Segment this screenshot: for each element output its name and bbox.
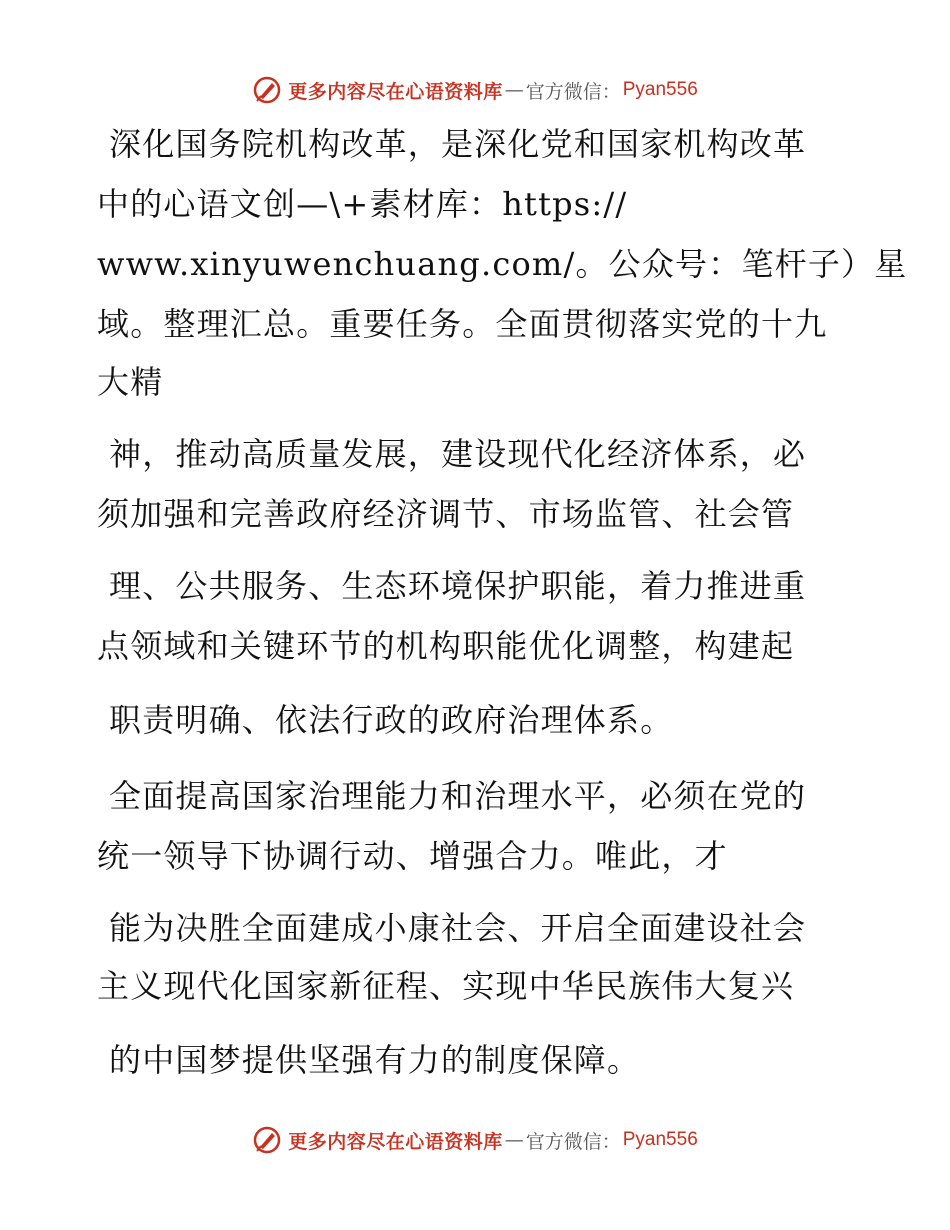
text-line: 的中国梦提供坚强有力的制度保障。 bbox=[109, 1041, 641, 1079]
quill-logo-icon bbox=[252, 75, 282, 105]
text-line: 域。整理汇总。重要任务。全面贯彻落实党的十九 bbox=[97, 305, 828, 343]
footer-watermark bbox=[0, 1120, 950, 1160]
watermark-dash: — bbox=[504, 1129, 524, 1151]
text-line: 能为决胜全面建成小康社会、开启全面建设社会 bbox=[109, 909, 807, 947]
watermark-brand: 更多内容尽在心语资料库 bbox=[288, 80, 503, 103]
header-watermark bbox=[0, 70, 950, 110]
watermark-wechat-label: 官方微信： bbox=[525, 1130, 621, 1153]
quill-logo-icon bbox=[252, 1125, 282, 1155]
watermark-brand: 更多内容尽在心语资料库 bbox=[288, 1130, 503, 1153]
watermark-dash: — bbox=[504, 79, 524, 101]
text-line: 须加强和完善政府经济调节、市场监管、社会管 bbox=[97, 495, 795, 533]
text-line: 中的心语文创—\+素材库：https:// bbox=[97, 185, 628, 223]
watermark-wechat-id: Pyan556 bbox=[622, 79, 698, 100]
text-line: 统一领导下协调行动、增强合力。唯此，才 bbox=[97, 837, 728, 875]
watermark-wechat-id: Pyan556 bbox=[622, 1129, 698, 1150]
text-line: 主义现代化国家新征程、实现中华民族伟大复兴 bbox=[97, 967, 795, 1005]
watermark-wechat-label: 官方微信： bbox=[525, 80, 621, 103]
text-line: 点领域和关键环节的机构职能优化调整，构建起 bbox=[97, 627, 795, 665]
text-line: 职责明确、依法行政的政府治理体系。 bbox=[109, 701, 674, 739]
text-line: 深化国务院机构改革，是深化党和国家机构改革 bbox=[109, 125, 807, 163]
text-line: www.xinyuwenchuang.com/。公众号：笔杆子）星 bbox=[97, 245, 908, 283]
text-line: 大精 bbox=[97, 363, 164, 401]
text-line: 神，推动高质量发展，建设现代化经济体系，必 bbox=[109, 435, 807, 473]
text-line: 理、公共服务、生态环境保护职能，着力推进重 bbox=[109, 567, 807, 605]
text-line: 全面提高国家治理能力和治理水平，必须在党的 bbox=[109, 777, 807, 815]
